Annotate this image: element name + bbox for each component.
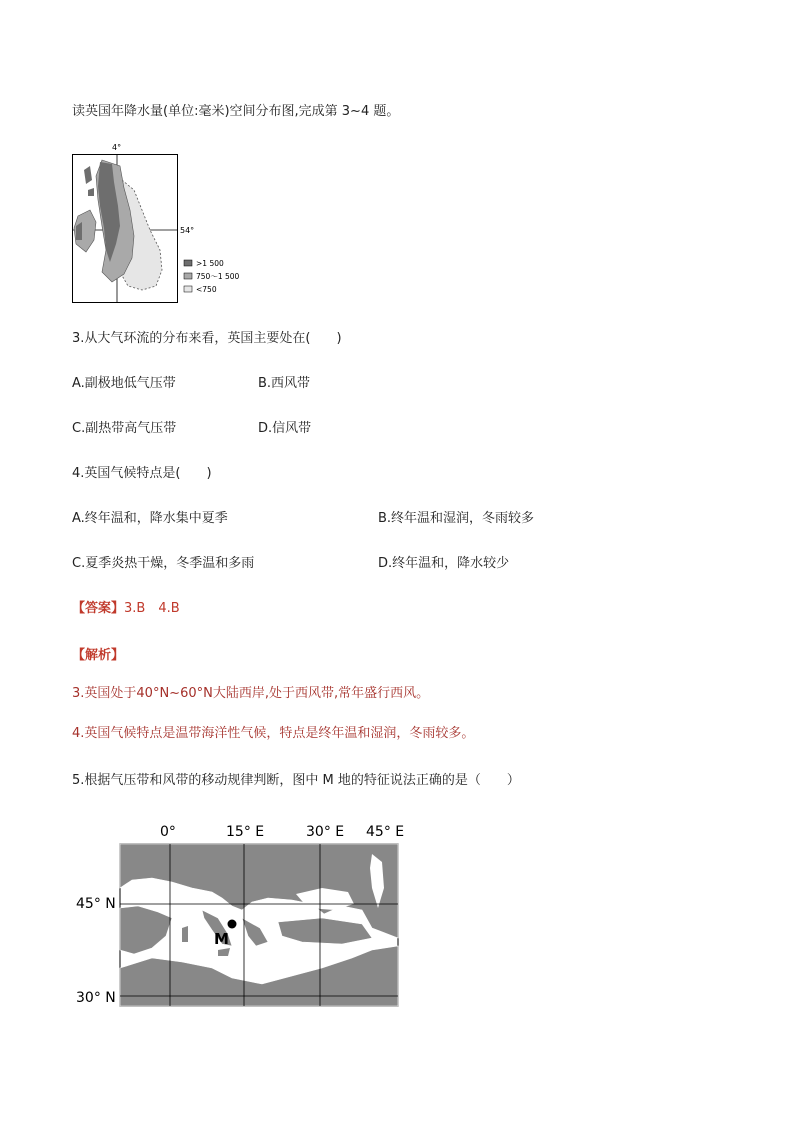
legend-label-low: <750 bbox=[196, 285, 217, 294]
sardinia-island bbox=[182, 926, 188, 942]
mediterranean-map bbox=[72, 818, 412, 1013]
lat-label-30: 30° N bbox=[76, 990, 116, 1006]
legend-label-high: >1 500 bbox=[196, 259, 224, 268]
q3-option-d: D.信风带 bbox=[258, 421, 312, 436]
answer-line bbox=[72, 601, 180, 617]
uk-precipitation-map bbox=[72, 140, 262, 305]
uk-lon-label: 4° bbox=[112, 143, 122, 152]
legend-swatch-high bbox=[184, 260, 192, 266]
q4-option-d: D.终年温和，降水较少 bbox=[378, 556, 510, 571]
lon-label-30: 30° E bbox=[306, 824, 345, 840]
intro-text: 读英国年降水量(单位:毫米)空间分布图,完成第 3~4 题。 bbox=[72, 104, 400, 119]
lat-label-45: 45° N bbox=[76, 896, 116, 912]
analysis-line-4: 4.英国气候特点是温带海洋性气候，特点是终年温和湿润，冬雨较多。 bbox=[72, 726, 475, 741]
q3-option-b: B.西风带 bbox=[258, 376, 311, 391]
legend-swatch-low bbox=[184, 286, 192, 292]
q3-option-c: C.副热带高气压带 bbox=[72, 421, 177, 436]
q5-stem: 5.根据气压带和风带的移动规律判断，图中 M 地的特征说法正确的是（ ） bbox=[72, 773, 520, 788]
uk-map-graphic bbox=[72, 140, 262, 305]
point-m-label: M bbox=[214, 930, 229, 948]
q4-option-a: A.终年温和，降水集中夏季 bbox=[72, 511, 228, 526]
legend-label-medium: 750～1 500 bbox=[196, 272, 240, 281]
legend-swatch-medium bbox=[184, 273, 192, 279]
answer-text: 3.B 4.B bbox=[124, 601, 180, 616]
q4-stem: 4.英国气候特点是( ) bbox=[72, 466, 212, 481]
q4-option-b: B.终年温和湿润，冬雨较多 bbox=[378, 511, 535, 526]
uk-lat-label: 54° bbox=[180, 226, 195, 235]
q4-option-c: C.夏季炎热干燥，冬季温和多雨 bbox=[72, 556, 255, 571]
analysis-tag: 【解析】 bbox=[72, 648, 125, 663]
lon-label-45: 45° E bbox=[366, 824, 405, 840]
lon-label-15: 15° E bbox=[226, 824, 265, 840]
point-m-marker bbox=[228, 920, 237, 929]
analysis-line-3: 3.英国处于40°N~60°N大陆西岸,处于西风带,常年盛行西风。 bbox=[72, 686, 430, 701]
q3-stem: 3.从大气环流的分布来看，英国主要处在( ) bbox=[72, 331, 342, 346]
q3-option-a: A.副极地低气压带 bbox=[72, 376, 176, 391]
med-map-graphic bbox=[72, 818, 412, 1013]
lon-label-0: 0° bbox=[160, 824, 176, 840]
answer-tag: 【答案】 bbox=[72, 601, 125, 616]
